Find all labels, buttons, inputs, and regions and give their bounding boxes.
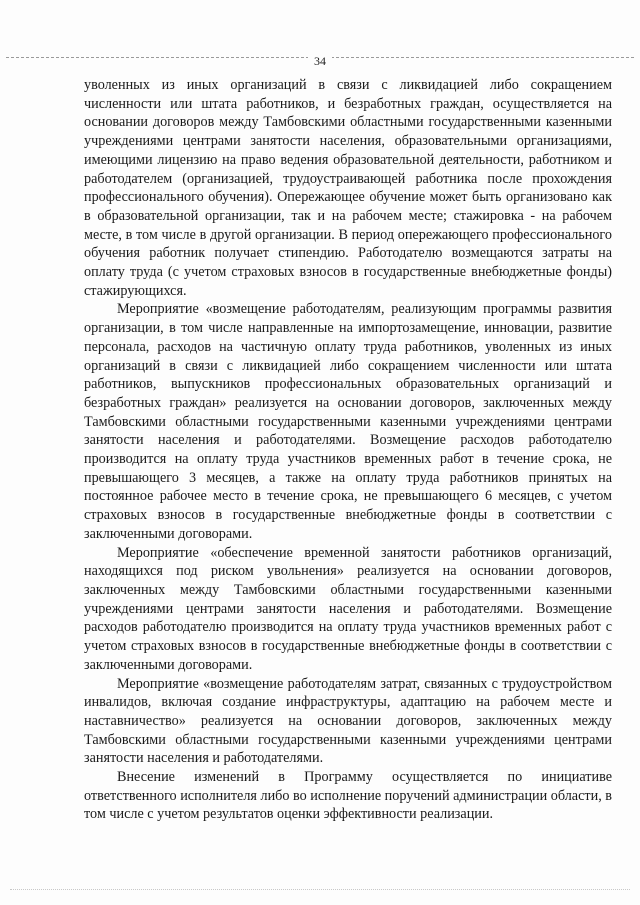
paragraph-program-changes: Внесение изменений в Программу осуществляется по инициативе ответственного исполнителя либо во исполнение поручений администрации области, в том числе с учетом результатов оценки эффективности реализации.: [84, 769, 612, 823]
paragraph-disabled-employment: Мероприятие «возмещение работодателям затрат, связанных с трудоустройством инвалидов, включая создание инфраструктуры, адаптацию на рабочем месте и наставничество» реализуется на основании договоров, заключенных между Тамбовскими областными государственными казенными учреждениями центрами занятости населения и работодателями.: [84, 675, 612, 767]
document-body: [84, 76, 612, 824]
paragraph-continuation: уволенных из иных организаций в связи с ликвидацией либо сокращением численности или штата работников, и безработных граждан, осуществляется на основании договоров между Тамбовскими областными государственными казенными учреждениями центрами занятости населения, образовательными организациями, имеющими лицензию на право ведения образовательной деятельности, работником и работодателем (организацией, трудоустраивающей работника после прохождения профессионального обучения). Опережающее обучение может быть организовано как в образовательной организации, так и на рабочем месте; стажировка - на рабочем месте, в том числе в другой организации. В период опережающего профессионального обучения работник получает стипендию. Работодателю возмещаются затраты на оплату труда (с учетом страховых взносов в государственные внебюджетные фонды) стажирующихся.: [84, 77, 612, 299]
paragraph-employer-compensation: Мероприятие «возмещение работодателям, реализующим программы развития организации, в том числе направленные на импортозамещение, инновации, развитие персонала, расходов на частичную оплату труда работников, уволенных из иных организаций в связи с ликвидацией либо сокращением численности или штата работников, выпускников профессиональных образовательных организаций и безработных граждан» реализуется на основании договоров, заключенных между Тамбовскими областными государственными казенными учреждениями центрами занятости населения и работодателями. Возмещение расходов работодателю производится на оплату труда участников временных работ в течение срока, не превышающего 3 месяцев, а также на оплату труда работников принятых на постоянное рабочее место в течение срока, не превышающего 6 месяцев, с учетом страховых взносов в государственные внебюджетные фонды в соответствии с заключенными договорами.: [84, 301, 612, 542]
page-number: [0, 54, 640, 69]
page-number-label: 34: [308, 54, 332, 68]
paragraph-temporary-employment: Мероприятие «обеспечение временной занятости работников организаций, находящихся под риском увольнения» реализуется на основании договоров, заключенных между Тамбовскими областными государственными казенными учреждениями центрами занятости населения и работодателями. Возмещение расходов работодателю производится на оплату труда участников временных работ с учетом страховых взносов в государственные внебюджетные фонды в соответствии с заключенными договорами.: [84, 544, 612, 673]
footer-divider: [10, 889, 630, 890]
